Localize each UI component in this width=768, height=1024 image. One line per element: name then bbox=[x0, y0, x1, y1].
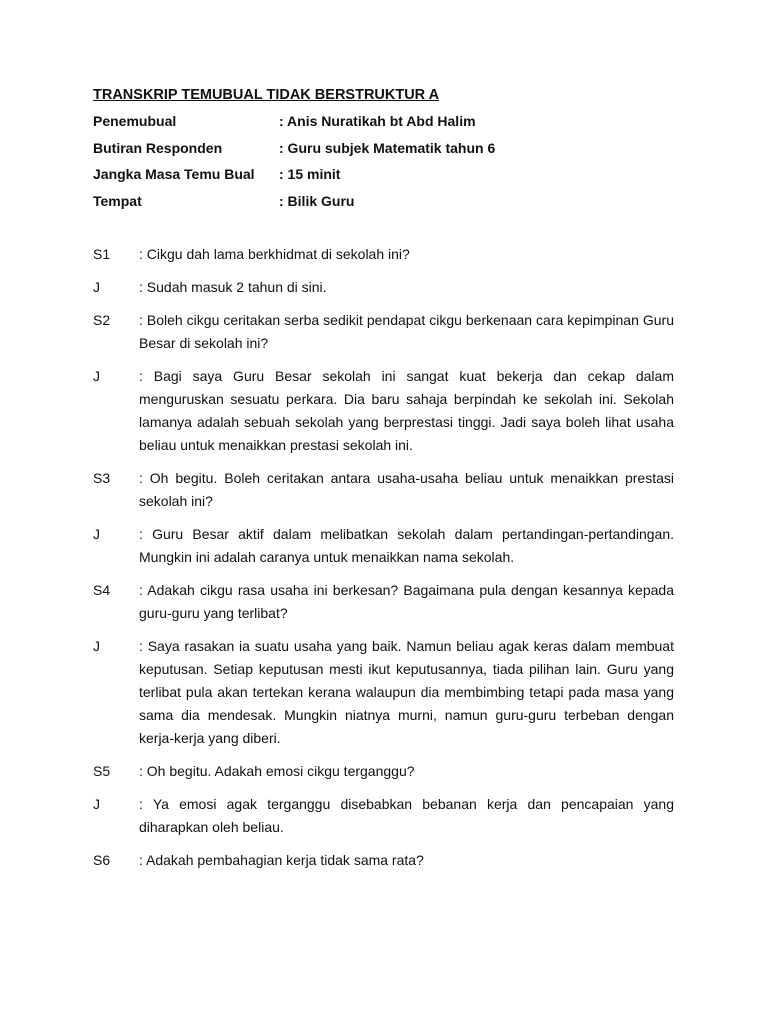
utterance-text: : Ya emosi agak terganggu disebabkan bebanan kerja dan pencapaian yang diharapkan oleh beliau. bbox=[139, 796, 674, 835]
transcript-row bbox=[93, 849, 674, 872]
meta-label: Jangka Masa Temu Bual bbox=[93, 166, 255, 182]
transcript-row bbox=[93, 635, 674, 750]
meta-value: : Bilik Guru bbox=[279, 192, 355, 209]
transcript-row bbox=[93, 309, 674, 355]
transcript-row bbox=[93, 579, 674, 625]
meta-row-interviewer bbox=[93, 112, 674, 139]
speaker-label: J bbox=[93, 368, 100, 384]
speaker-label: S1 bbox=[93, 246, 111, 262]
meta-label: Tempat bbox=[93, 192, 142, 209]
speaker-label: J bbox=[93, 526, 100, 542]
transcript-row bbox=[93, 276, 674, 299]
speaker-label: J bbox=[93, 279, 100, 295]
meta-label: Butiran Responden bbox=[93, 139, 223, 156]
speaker-label: S3 bbox=[93, 470, 111, 486]
meta-row-duration bbox=[93, 165, 674, 192]
interview-details bbox=[93, 112, 674, 218]
speaker-label: J bbox=[93, 796, 100, 812]
transcript-row bbox=[93, 243, 674, 266]
transcript-row bbox=[93, 793, 674, 839]
meta-row-respondent bbox=[93, 139, 674, 166]
utterance-text: : Oh begitu. Adakah emosi cikgu terganggu? bbox=[139, 763, 415, 779]
utterance-text: : Bagi saya Guru Besar sekolah ini sangat kuat bekerja dan cekap dalam menguruskan sesuatu perkara. Dia baru sahaja berpindah ke sekolah ini. Sekolah lamanya adalah sebuah sekolah yang berprestasi tinggi. Jadi saya boleh lihat usaha beliau untuk menaikkan prestasi sekolah ini. bbox=[139, 368, 674, 453]
meta-row-location bbox=[93, 192, 674, 219]
utterance-text: : Cikgu dah lama berkhidmat di sekolah ini? bbox=[139, 246, 410, 262]
meta-label: Penemubual bbox=[93, 113, 177, 129]
utterance-text: : Sudah masuk 2 tahun di sini. bbox=[139, 279, 327, 295]
meta-value: : 15 minit bbox=[279, 166, 341, 182]
transcript-row bbox=[93, 523, 674, 569]
transcript-row bbox=[93, 760, 674, 783]
speaker-label: S2 bbox=[93, 312, 111, 328]
speaker-label: J bbox=[93, 638, 100, 654]
speaker-label: S6 bbox=[93, 852, 111, 868]
utterance-text: : Adakah pembahagian kerja tidak sama rata? bbox=[139, 852, 424, 868]
utterance-text: : Adakah cikgu rasa usaha ini berkesan? Bagaimana pula dengan kesannya kepada guru-guru yang terlibat? bbox=[139, 582, 674, 621]
utterance-text: : Guru Besar aktif dalam melibatkan sekolah dalam pertandingan-pertandingan. Mungkin ini adalah caranya untuk menaikkan nama sekolah. bbox=[139, 526, 674, 565]
utterance-text: : Boleh cikgu ceritakan serba sedikit pendapat cikgu berkenaan cara kepimpinan Guru Besar di sekolah ini? bbox=[139, 312, 674, 351]
transcript-row bbox=[93, 467, 674, 513]
transcript bbox=[93, 243, 674, 872]
speaker-label: S5 bbox=[93, 763, 111, 779]
meta-value: : Guru subjek Matematik tahun 6 bbox=[279, 139, 496, 156]
document-title: TRANSKRIP TEMUBUAL TIDAK BERSTRUKTUR A bbox=[93, 87, 440, 103]
transcript-row bbox=[93, 365, 674, 457]
utterance-text: : Oh begitu. Boleh ceritakan antara usaha-usaha beliau untuk menaikkan prestasi sekolah ini? bbox=[139, 470, 674, 509]
meta-value: : Anis Nuratikah bt Abd Halim bbox=[279, 113, 476, 129]
speaker-label: S4 bbox=[93, 582, 111, 598]
utterance-text: : Saya rasakan ia suatu usaha yang baik. Namun beliau agak keras dalam membuat keputusan. Setiap keputusan mesti ikut keputusannya, tiada pilihan lain. Guru yang terlibat pula akan tertekan kerana walaupun dia membimbing tetapi pada masa yang sama dia mendesak. Mungkin niatnya murni, namun guru-guru terbeban dengan kerja-kerja yang diberi. bbox=[139, 638, 674, 746]
